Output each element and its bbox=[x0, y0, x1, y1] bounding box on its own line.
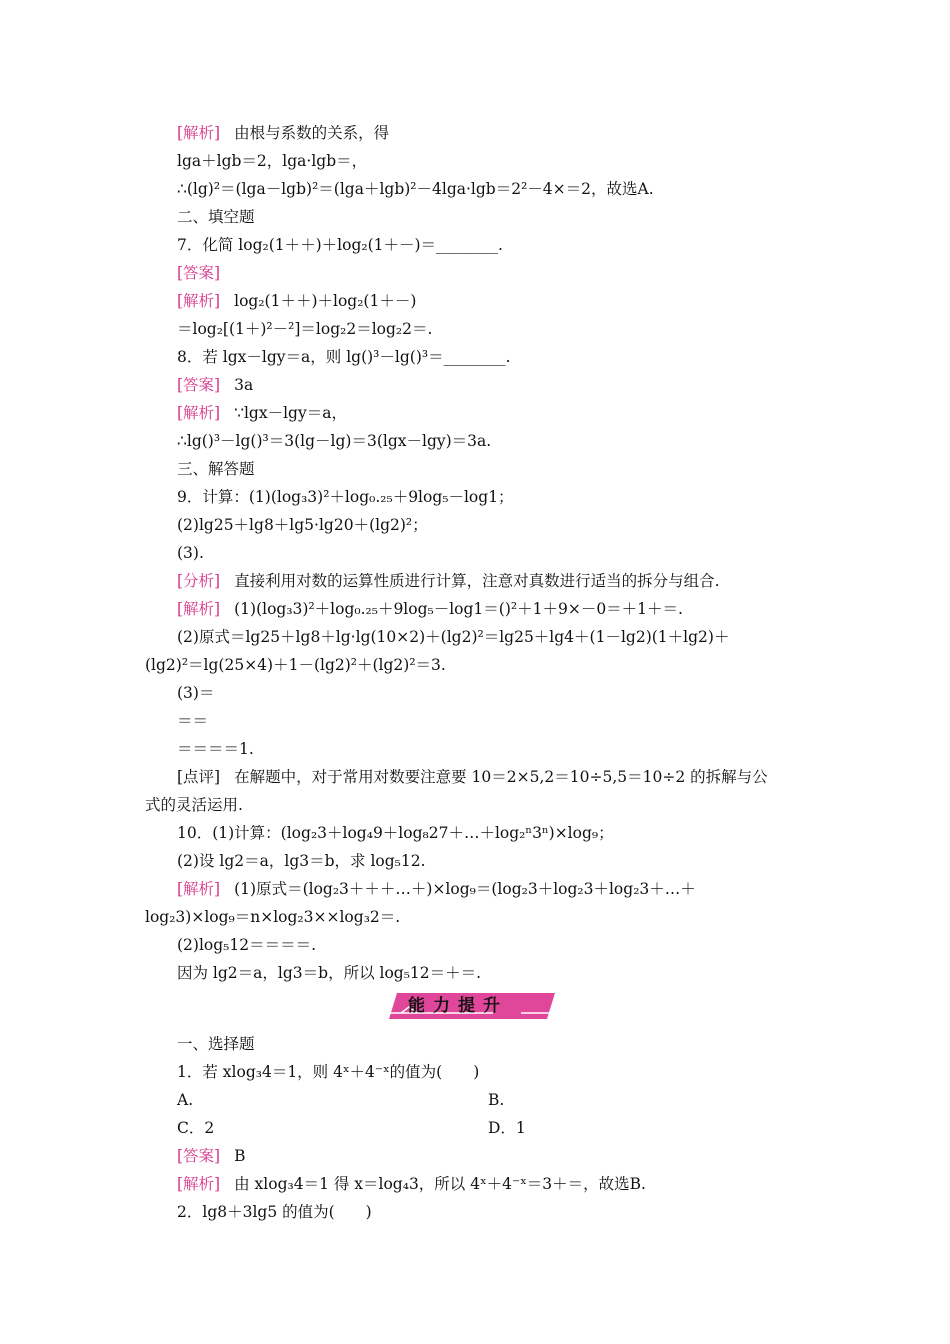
text-line: ＝＝＝＝1. bbox=[177, 740, 254, 758]
text-line: (2)原式＝lg25＋lg8＋lg·lg(10×2)＋(lg2)²＝lg25＋lg4＋(1－lg2)(1＋lg2)＋ bbox=[177, 628, 730, 646]
analysis-tag: [解析] bbox=[177, 600, 221, 618]
text-line: ∵lgx－lgy＝a， bbox=[234, 404, 347, 422]
question-8: 8．若 lgx－lgy＝a，则 lg()³－lg()³＝________. bbox=[177, 348, 511, 366]
option-b: B. bbox=[488, 1091, 505, 1109]
text-line: ∴lg()³－lg()³＝3(lg－lg)＝3(lgx－lgy)＝3a. bbox=[177, 432, 492, 450]
text-line: ∴(lg)²＝(lga－lgb)²＝(lga＋lgb)²－4lga·lgb＝2²－4×＝2，故选A. bbox=[177, 180, 654, 198]
analysis-line bbox=[177, 570, 720, 592]
question-10: 10．(1)计算：(log₂3＋log₄9＋log₈27＋…＋log₂ⁿ3ⁿ)×log₉； bbox=[177, 824, 614, 842]
question-1: 1．若 xlog₃4＝1，则 4ˣ＋4⁻ˣ的值为( ) bbox=[177, 1063, 480, 1081]
text-line: (2)log₅12＝＝＝＝. bbox=[177, 936, 317, 954]
analysis-tag: [解析] bbox=[177, 124, 221, 142]
comment-line bbox=[177, 766, 768, 788]
text-line: log₂3)×log₉＝n×log₂3××log₃2＝. bbox=[145, 908, 401, 926]
answer-tag: [答案] bbox=[177, 376, 221, 394]
section-heading: 三、解答题 bbox=[177, 460, 255, 478]
text-line: 在解题中，对于常用对数要注意要 10＝2×5,2＝10÷5,5＝10÷2 的拆解与公 bbox=[234, 768, 768, 786]
option-a: A. bbox=[177, 1091, 194, 1109]
text-line: log₂(1＋＋)＋log₂(1＋－) bbox=[234, 292, 417, 310]
section-banner bbox=[383, 990, 563, 1022]
analysis-line bbox=[177, 1173, 646, 1195]
dianping-tag: [点评] bbox=[177, 768, 221, 786]
analysis-line bbox=[177, 290, 416, 312]
text-line: 由 xlog₃4＝1 得 x＝log₄3，所以 4ˣ＋4⁻ˣ＝3＋＝，故选B. bbox=[234, 1175, 646, 1193]
answer-tag: [答案] bbox=[177, 264, 221, 282]
analysis-line bbox=[177, 878, 696, 900]
section-heading: 二、填空题 bbox=[177, 208, 255, 226]
answer-value: B bbox=[234, 1147, 246, 1165]
question-9: 9．计算：(1)(log₃3)²＋log₀.₂₅＋9log₅－log1； bbox=[177, 488, 514, 506]
text-line: 由根与系数的关系，得 bbox=[234, 124, 390, 142]
fenxi-tag: [分析] bbox=[177, 572, 221, 590]
analysis-line bbox=[177, 122, 389, 144]
question-2: 2．lg8＋3lg5 的值为( ) bbox=[177, 1203, 372, 1221]
analysis-line bbox=[177, 598, 683, 620]
text-line: (lg2)²＝lg(25×4)＋1－(lg2)²＋(lg2)²＝3. bbox=[145, 656, 446, 674]
answer-line bbox=[177, 262, 234, 284]
option-d: D．1 bbox=[488, 1119, 526, 1137]
answer-tag: [答案] bbox=[177, 1147, 221, 1165]
answer-line bbox=[177, 374, 253, 396]
analysis-tag: [解析] bbox=[177, 1175, 221, 1193]
text-line: 因为 lg2＝a，lg3＝b，所以 log₅12＝＋＝. bbox=[177, 964, 482, 982]
text-line: ＝＝ bbox=[177, 712, 209, 730]
text-line: 式的灵活运用. bbox=[145, 796, 243, 814]
analysis-tag: [解析] bbox=[177, 404, 221, 422]
text-line: (1)(log₃3)²＋log₀.₂₅＋9log₅－log1＝()²＋1＋9×－0＝＋1＋＝. bbox=[234, 600, 683, 618]
analysis-line bbox=[177, 402, 347, 424]
text-line: lga＋lgb＝2，lga·lgb＝， bbox=[177, 152, 368, 170]
answer-line bbox=[177, 1145, 246, 1167]
analysis-tag: [解析] bbox=[177, 292, 221, 310]
analysis-tag: [解析] bbox=[177, 880, 221, 898]
text-line: ＝log₂[(1＋)²－²]＝log₂2＝log₂2＝. bbox=[177, 320, 433, 338]
text-line: 直接利用对数的运算性质进行计算，注意对真数进行适当的拆分与组合. bbox=[234, 572, 720, 590]
banner-title: 能力提升 bbox=[408, 996, 508, 1016]
text-line: (3)＝ bbox=[177, 684, 215, 702]
text-line: (2)lg25＋lg8＋lg5·lg20＋(lg2)²； bbox=[177, 516, 428, 534]
question-7: 7．化简 log₂(1＋＋)＋log₂(1＋－)＝________. bbox=[177, 236, 503, 254]
answer-value: 3a bbox=[234, 376, 254, 394]
text-line: (3). bbox=[177, 544, 204, 562]
text-line: (1)原式＝(log₂3＋＋＋…＋)×log₉＝(log₂3＋log₂3＋log₂3＋…＋ bbox=[234, 880, 696, 898]
option-c: C．2 bbox=[177, 1119, 215, 1137]
section-heading: 一、选择题 bbox=[177, 1035, 255, 1053]
text-line: (2)设 lg2＝a，lg3＝b，求 log₅12. bbox=[177, 852, 426, 870]
